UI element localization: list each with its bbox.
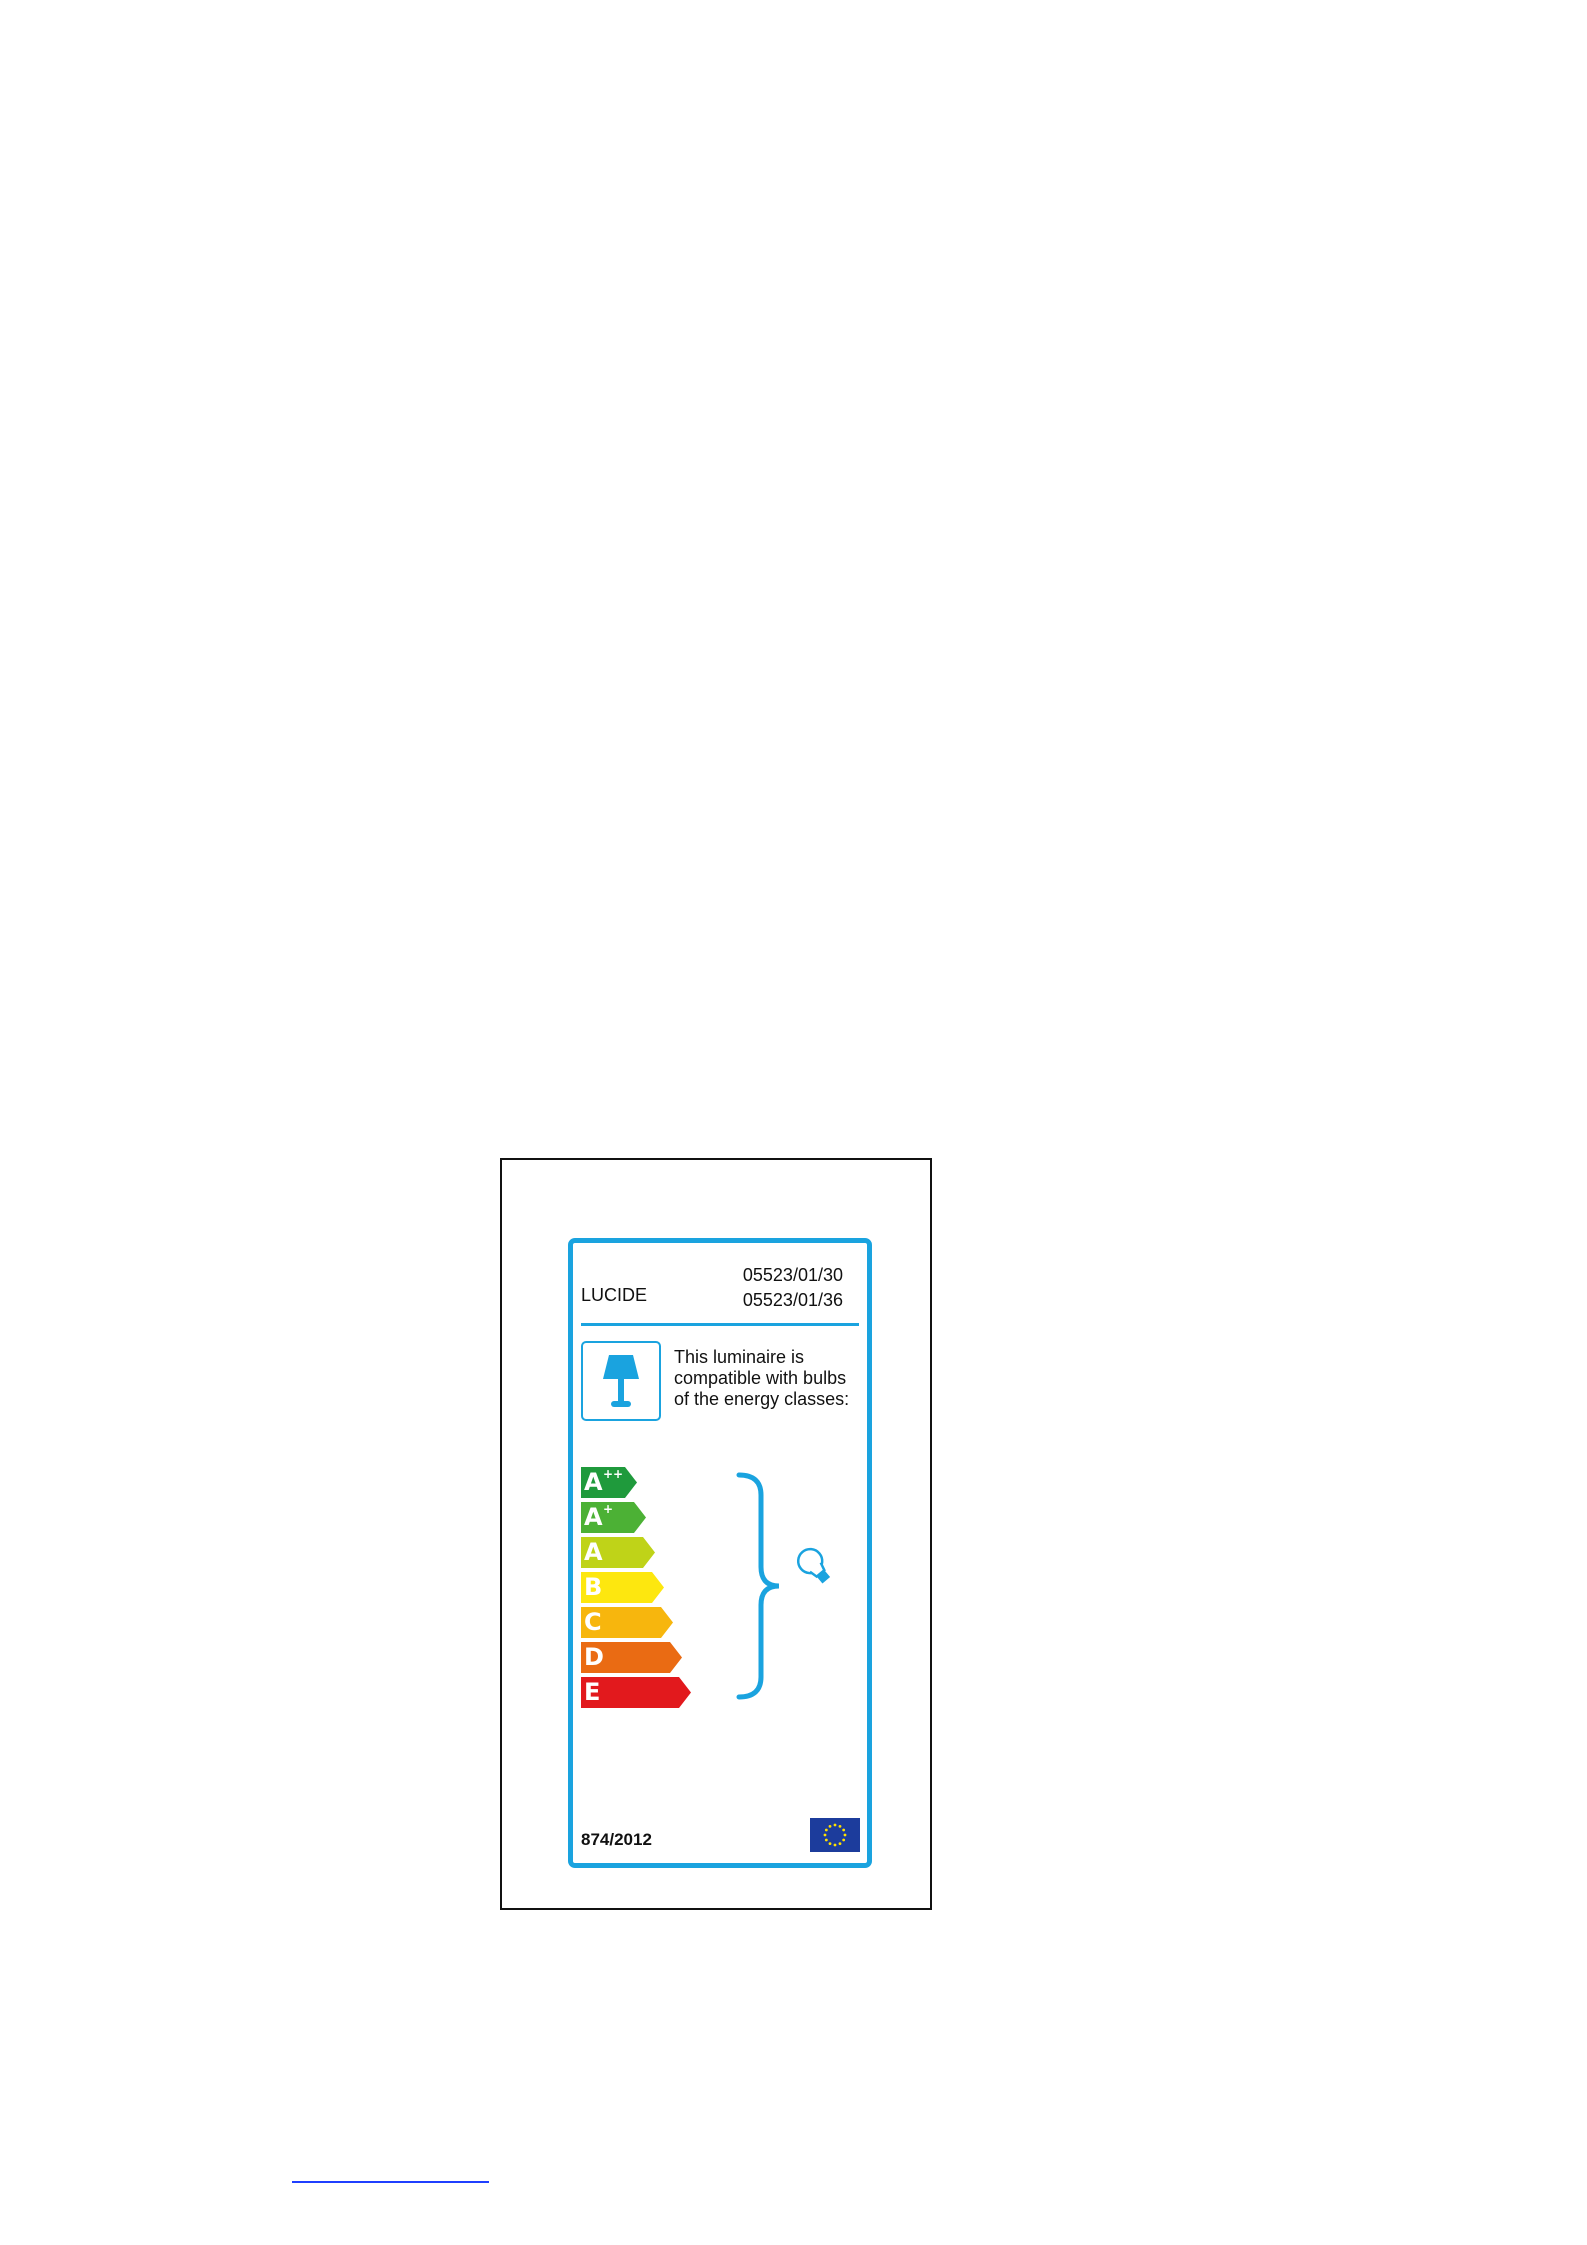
regulation-number: 874/2012 — [581, 1830, 652, 1849]
eu-star-icon — [825, 1839, 828, 1842]
brand-name: LUCIDE — [581, 1285, 648, 1305]
eu-star-icon — [834, 1844, 837, 1847]
eu-star-icon — [829, 1825, 832, 1828]
energy-label — [568, 1238, 872, 1868]
light-bulb-icon — [791, 1543, 841, 1593]
eu-star-icon — [829, 1842, 832, 1845]
energy-class-scale — [581, 1467, 701, 1707]
header-divider — [581, 1323, 859, 1326]
eu-star-icon — [839, 1842, 842, 1845]
eu-star-icon — [825, 1829, 828, 1832]
label-frame — [500, 1158, 932, 1910]
energy-class-letter: A — [584, 1468, 603, 1496]
product-references — [743, 1263, 843, 1313]
table-lamp-icon — [581, 1341, 661, 1421]
eu-star-icon — [842, 1839, 845, 1842]
product-reference: 05523/01/30 — [742, 1265, 843, 1285]
compatibility-line: compatible with bulbs — [674, 1368, 847, 1388]
energy-class-letter: E — [584, 1678, 601, 1706]
product-reference: 05523/01/36 — [742, 1290, 843, 1310]
energy-class-letter: A — [584, 1503, 603, 1531]
curly-brace-icon — [733, 1471, 783, 1701]
energy-class-superscript: + — [603, 1502, 614, 1516]
eu-star-icon — [844, 1834, 847, 1837]
footer-link-underline[interactable] — [292, 2181, 489, 2183]
energy-class-letter: A — [584, 1538, 603, 1566]
eu-star-icon — [839, 1825, 842, 1828]
energy-class-letter: B — [584, 1573, 603, 1601]
compatibility-text — [674, 1347, 874, 1410]
eu-flag-icon — [810, 1818, 860, 1852]
compatibility-line: of the energy classes: — [674, 1389, 850, 1409]
compatibility-line: This luminaire is — [674, 1347, 805, 1367]
eu-star-icon — [842, 1829, 845, 1832]
eu-star-icon — [834, 1824, 837, 1827]
eu-star-icon — [824, 1834, 827, 1837]
energy-class-letter: D — [584, 1643, 604, 1671]
energy-class-superscript: ++ — [603, 1467, 624, 1481]
energy-class-letter: C — [584, 1608, 602, 1636]
